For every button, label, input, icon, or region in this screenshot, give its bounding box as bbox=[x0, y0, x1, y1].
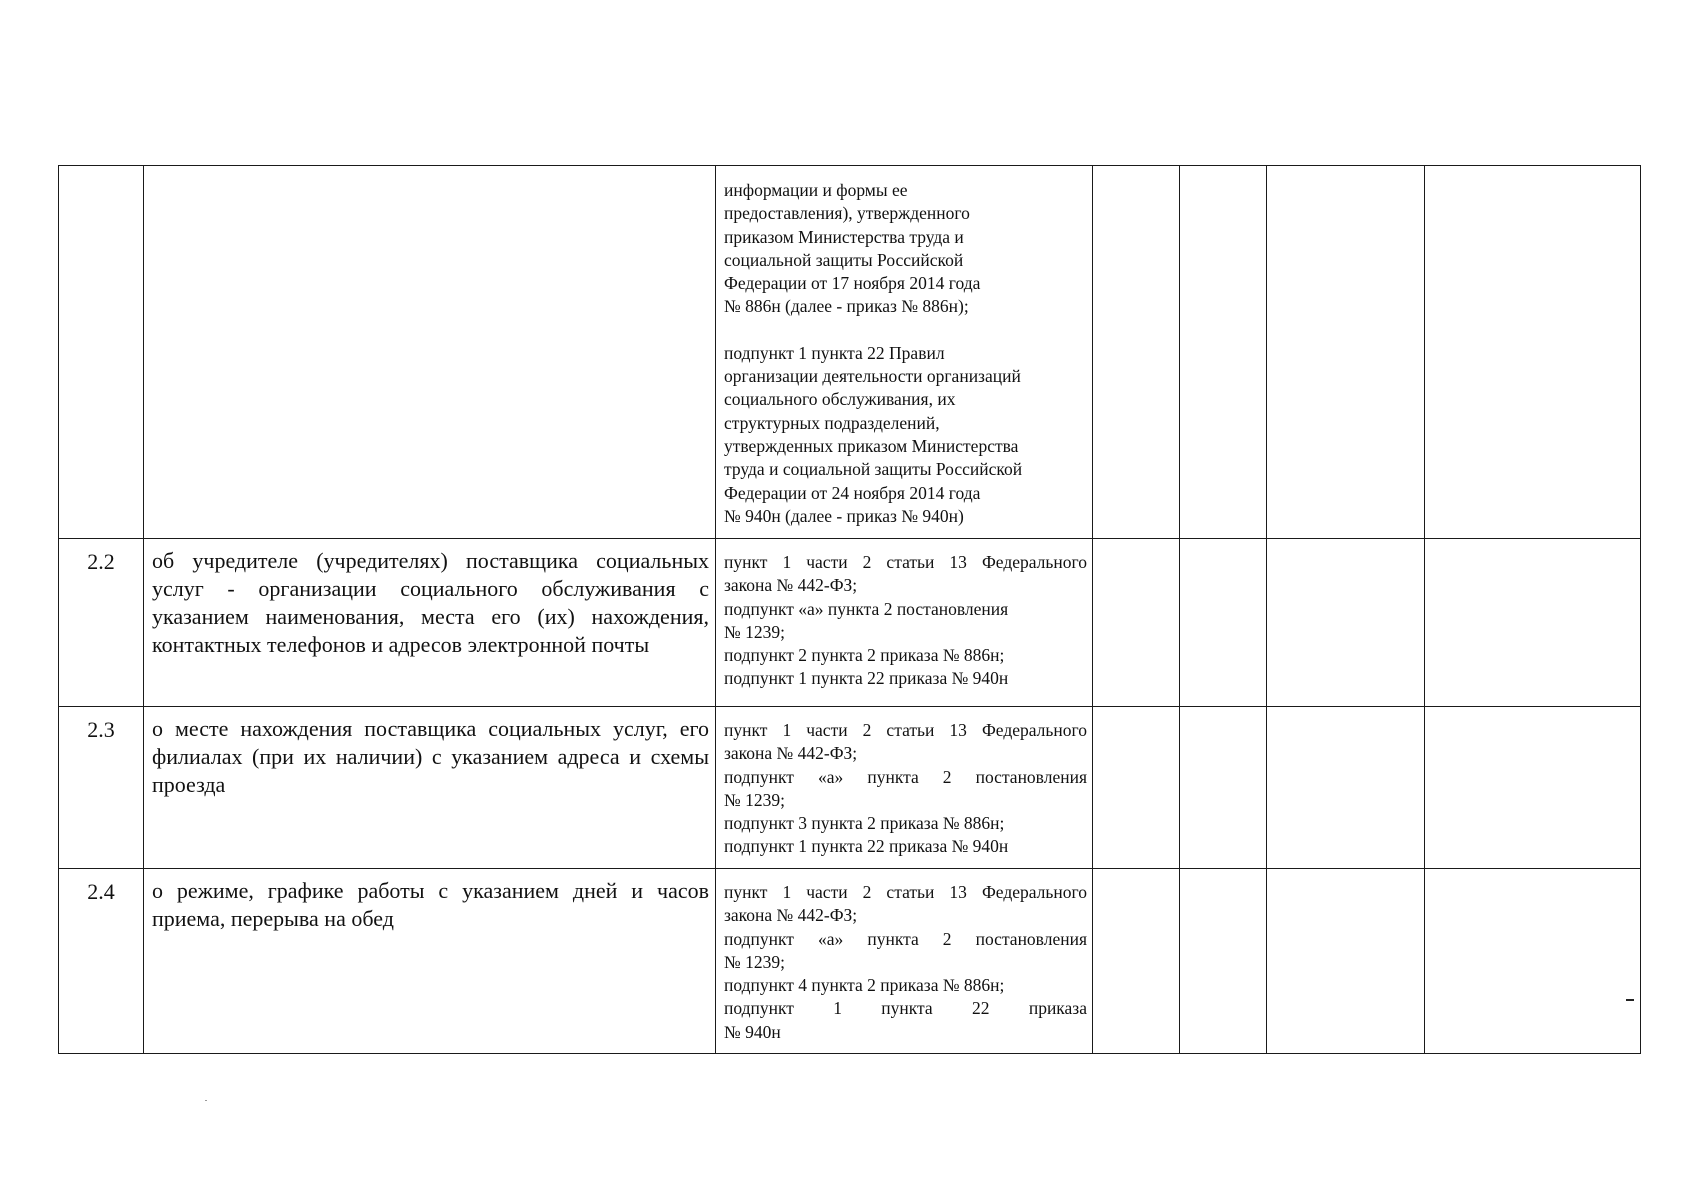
empty-cell bbox=[1180, 166, 1267, 539]
table-row bbox=[59, 869, 1641, 1054]
row-legal-basis bbox=[716, 707, 1093, 869]
basis-line: Федерации от 17 ноября 2014 года bbox=[724, 273, 981, 294]
empty-cell bbox=[1180, 707, 1267, 869]
empty-cell bbox=[1267, 539, 1425, 707]
empty-cell bbox=[1267, 707, 1425, 869]
basis-line: труда и социальной защиты Российской bbox=[724, 459, 1023, 480]
basis-line: № 940н (далее - приказ № 940н) bbox=[724, 505, 964, 526]
basis-line: № 1239; bbox=[724, 789, 785, 810]
basis-line: приказом Министерства труда и bbox=[724, 226, 964, 247]
row-number: 2.4 bbox=[59, 869, 144, 1054]
empty-cell bbox=[1093, 166, 1180, 539]
basis-line: пункт 1 части 2 статьи 13 Федерального bbox=[724, 552, 1087, 572]
table-row bbox=[59, 539, 1641, 707]
scan-speck bbox=[205, 1100, 207, 1101]
basis-line: № 940н bbox=[724, 1021, 781, 1042]
empty-cell bbox=[1267, 869, 1425, 1054]
basis-line: № 1239; bbox=[724, 621, 785, 642]
basis-line: Федерации от 24 ноября 2014 года bbox=[724, 482, 981, 503]
dash-mark bbox=[1626, 999, 1634, 1001]
basis-line: подпункт «а» пункта 2 постановления bbox=[724, 928, 1087, 949]
basis-line: организации деятельности организаций bbox=[724, 366, 1021, 387]
row-description bbox=[144, 166, 716, 539]
row-legal-basis bbox=[716, 539, 1093, 707]
basis-line: закона № 442-ФЗ; bbox=[724, 743, 858, 764]
row-number: 2.3 bbox=[59, 707, 144, 869]
row-description: о режиме, графике работы с указанием дней и часов приема, перерыва на обед bbox=[144, 869, 716, 1054]
empty-cell bbox=[1267, 166, 1425, 539]
empty-cell bbox=[1093, 539, 1180, 707]
basis-line: подпункт 3 пункта 2 приказа № 886н; bbox=[724, 813, 1005, 834]
row-number bbox=[59, 166, 144, 539]
empty-cell bbox=[1425, 869, 1641, 1054]
empty-cell bbox=[1425, 166, 1641, 539]
basis-line: структурных подразделений, bbox=[724, 412, 940, 433]
basis-line: закона № 442-ФЗ; bbox=[724, 575, 858, 596]
row-legal-basis bbox=[716, 166, 1093, 539]
basis-line: подпункт «а» пункта 2 постановления bbox=[724, 598, 1009, 619]
empty-cell bbox=[1180, 539, 1267, 707]
basis-line: утвержденных приказом Министерства bbox=[724, 435, 1019, 456]
table-row bbox=[59, 707, 1641, 869]
basis-line: подпункт 1 пункта 22 приказа № 940н bbox=[724, 836, 1009, 857]
row-number: 2.2 bbox=[59, 539, 144, 707]
basis-line: подпункт 4 пункта 2 приказа № 886н; bbox=[724, 975, 1005, 996]
basis-line: закона № 442-ФЗ; bbox=[724, 905, 858, 926]
empty-cell bbox=[1180, 869, 1267, 1054]
basis-line: подпункт 2 пункта 2 приказа № 886н; bbox=[724, 645, 1005, 666]
row-legal-basis bbox=[716, 869, 1093, 1054]
row-description: об учредителе (учредителях) поставщика социальных услуг - организации социального обслуживания с указанием наименования, места его (их) нахождения, контактных телефонов и адресов электронной почты bbox=[144, 539, 716, 707]
empty-cell bbox=[1425, 539, 1641, 707]
paragraph-gap bbox=[724, 319, 1087, 342]
empty-cell bbox=[1093, 869, 1180, 1054]
basis-line: № 886н (далее - приказ № 886н); bbox=[724, 296, 969, 317]
basis-line: подпункт «а» пункта 2 постановления bbox=[724, 766, 1087, 787]
basis-line: социальной защиты Российской bbox=[724, 249, 964, 270]
basis-line: предоставления), утвержденного bbox=[724, 203, 970, 224]
basis-line: подпункт 1 пункта 22 приказа № 940н bbox=[724, 668, 1009, 689]
requirements-table bbox=[58, 165, 1641, 1054]
basis-line: социального обслуживания, их bbox=[724, 389, 956, 410]
basis-line: подпункт 1 пункта 22 приказа bbox=[724, 998, 1087, 1019]
row-description: о месте нахождения поставщика социальных услуг, его филиалах (при их наличии) с указанием адреса и схемы проезда bbox=[144, 707, 716, 869]
empty-cell bbox=[1093, 707, 1180, 869]
table-row bbox=[59, 166, 1641, 539]
empty-cell bbox=[1425, 707, 1641, 869]
basis-line: № 1239; bbox=[724, 951, 785, 972]
basis-line: пункт 1 части 2 статьи 13 Федерального bbox=[724, 720, 1087, 740]
basis-line: подпункт 1 пункта 22 Правил bbox=[724, 342, 945, 363]
basis-line: пункт 1 части 2 статьи 13 Федерального bbox=[724, 882, 1087, 902]
basis-line: информации и формы ее bbox=[724, 180, 908, 200]
